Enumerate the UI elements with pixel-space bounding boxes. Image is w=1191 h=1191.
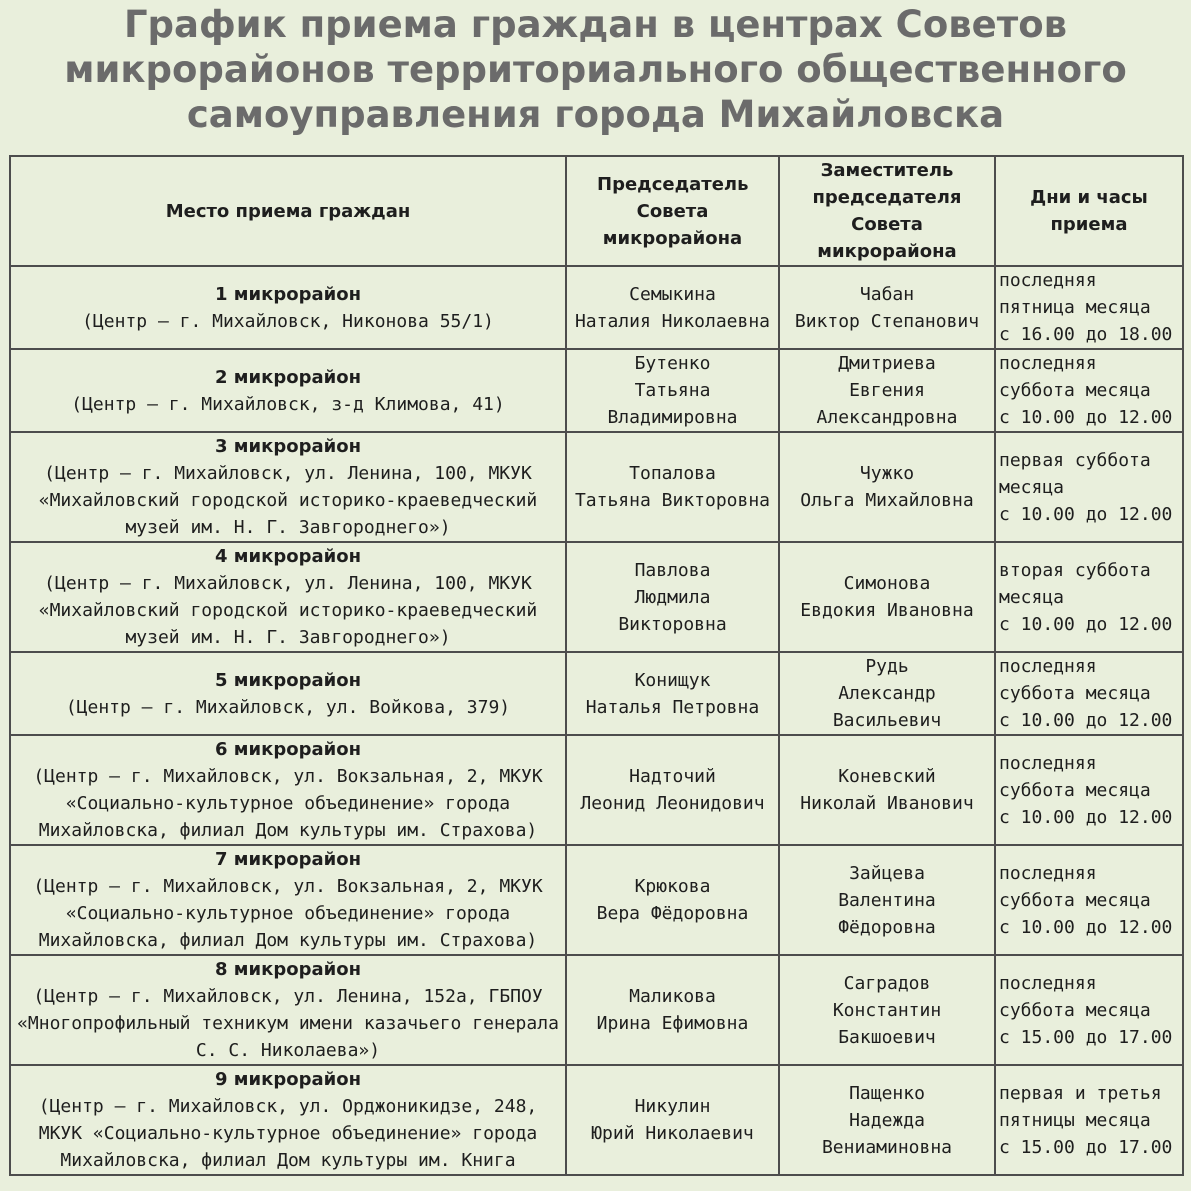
table-row [10,542,1183,652]
chair-cell-text: Маликова Ирина Ефимовна [596,986,749,1034]
chair-cell [566,432,779,542]
district-name: 8 микрорайон [214,959,362,980]
place-address-line: «Социально-культурное объединение» города [65,793,511,814]
page-title [0,2,1191,137]
deputy-cell [779,542,995,652]
place-cell [10,266,566,349]
place-cell [10,845,566,955]
deputy-cell-text: Рудь Александр Васильевич [832,656,942,731]
chair-cell [566,542,779,652]
place-address-line: «Михайловский городской историко-краеведческий [38,490,538,511]
title-line-3: самоуправления города Михайловска [186,93,1005,136]
place-address-line: (Центр — г. Михайловск, ул. Войкова, 379) [65,696,511,718]
hours-cell [995,652,1183,735]
chair-cell-text: Павлова Людмила Викторовна [618,559,727,635]
deputy-cell-text: Пащенко Надежда Вениаминовна [821,1082,953,1158]
place-address-line: музей им. Н. Г. Завгороднего») [125,627,451,648]
chair-cell [566,955,779,1065]
district-name: 1 микрорайон [214,283,362,305]
hours-cell-text: первая суббота месяца с 10.00 до 12.00 [999,449,1173,525]
place-address-line: (Центр — г. Михайловск, ул. Ленина, 100, МКУК [44,463,532,484]
hours-cell-text: последняя пятница месяца с 16.00 до 18.00 [999,270,1173,345]
header-deputy: Заместитель председателя Совета микрорайона [779,156,995,266]
schedule-table [9,155,1184,1176]
table-row [10,955,1183,1065]
chair-cell-text: Бутенко Татьяна Владимировна [607,353,738,428]
hours-cell-text: последняя суббота месяца с 10.00 до 12.00 [999,752,1173,828]
title-line-2: микрорайонов территориального общественного [64,48,1127,91]
place-address-line: Михайловска, филиал Дом культуры им. Страхова) [38,930,538,951]
place-address-line: МКУК «Социально-культурное объединение» города [38,1123,538,1144]
deputy-cell-text: Чабан Виктор Степанович [794,283,980,332]
place-address-line: (Центр — г. Михайловск, Никонова 55/1) [82,310,494,332]
hours-cell [995,266,1183,349]
chair-cell [566,266,779,349]
place-address-line: Михайловска, филиал Дом культуры им. Книга [60,1150,516,1171]
deputy-cell [779,1065,995,1175]
chair-cell-text: Никулин Юрий Николаевич [591,1096,754,1144]
place-cell [10,542,566,652]
deputy-cell [779,652,995,735]
hours-cell-text: последняя суббота месяца с 15.00 до 17.00 [999,972,1173,1048]
place-address-line: (Центр — г. Михайловск, з-д Климова, 41) [71,393,505,415]
chair-cell [566,652,779,735]
deputy-cell [779,955,995,1065]
deputy-cell [779,266,995,349]
header-row [10,156,1183,266]
hours-cell [995,735,1183,845]
deputy-cell-text: Саградов Константин Бакшоевич [832,972,942,1048]
deputy-cell-text: Дмитриева Евгения Александровна [816,353,958,428]
place-cell [10,652,566,735]
chair-cell-text: Топалова Татьяна Викторовна [574,463,771,511]
place-address-line: Михайловска, филиал Дом культуры им. Страхова) [38,820,538,841]
chair-cell-text: Конищук Наталья Петровна [585,669,760,718]
place-cell [10,432,566,542]
hours-cell-text: вторая суббота месяца с 10.00 до 12.00 [999,559,1173,635]
place-address-line: (Центр — г. Михайловск, ул. Ленина, 152а, ГБПОУ [33,986,543,1007]
place-address-line: «Социально-культурное объединение» города [65,903,511,924]
hours-cell [995,1065,1183,1175]
chair-cell [566,735,779,845]
chair-cell-text: Семыкина Наталия Николаевна [574,283,771,332]
table-row [10,735,1183,845]
district-name: 9 микрорайон [214,1069,362,1090]
hours-cell [995,432,1183,542]
hours-cell-text: первая и третья пятницы месяца с 15.00 до 17.00 [999,1082,1173,1158]
hours-cell-text: последняя суббота месяца с 10.00 до 12.00 [999,656,1173,731]
hours-cell [995,845,1183,955]
place-cell [10,955,566,1065]
place-cell [10,349,566,432]
place-address-line: «Многопрофильный техникум имени казачьего генерала [17,1013,559,1034]
place-address-line: (Центр — г. Михайловск, ул. Вокзальная, 2, МКУК [33,766,543,787]
district-name: 5 микрорайон [214,669,362,691]
deputy-cell [779,432,995,542]
schedule-body [10,266,1183,1175]
place-address-line: (Центр — г. Михайловск, ул. Вокзальная, 2, МКУК [33,876,543,897]
chair-cell-text: Крюкова Вера Фёдоровна [596,876,749,924]
deputy-cell [779,349,995,432]
table-row [10,845,1183,955]
table-row [10,652,1183,735]
deputy-cell-text: Симонова Евдокия Ивановна [800,573,974,621]
chair-cell [566,845,779,955]
place-address-line: С. С. Николаева») [195,1040,381,1061]
deputy-cell-text: Зайцева Валентина Фёдоровна [838,862,936,938]
district-name: 6 микрорайон [214,739,362,760]
deputy-cell [779,735,995,845]
place-address-line: (Центр — г. Михайловск, ул. Ленина, 100, МКУК [44,573,532,594]
deputy-cell-text: Коневский Николай Иванович [800,766,974,814]
table-row [10,1065,1183,1175]
chair-cell [566,349,779,432]
hours-cell-text: последняя суббота месяца с 10.00 до 12.00 [999,353,1173,428]
district-name: 7 микрорайон [214,849,362,870]
place-address-line: (Центр — г. Михайловск, ул. Орджоникидзе, 248, [38,1096,538,1117]
deputy-cell-text: Чужко Ольга Михайловна [800,463,974,511]
header-place: Место приема граждан [10,156,566,266]
table-row [10,432,1183,542]
place-cell [10,1065,566,1175]
hours-cell [995,955,1183,1065]
table-row [10,349,1183,432]
deputy-cell [779,845,995,955]
place-address-line: музей им. Н. Г. Завгороднего») [125,517,451,538]
title-line-1: График приема граждан в центрах Советов [123,3,1068,46]
hours-cell [995,542,1183,652]
chair-cell-text: Надточий Леонид Леонидович [580,766,765,814]
place-cell [10,735,566,845]
header-hours: Дни и часы приема [995,156,1183,266]
hours-cell-text: последняя суббота месяца с 10.00 до 12.00 [999,862,1173,938]
place-address-line: «Михайловский городской историко-краеведческий [38,600,538,621]
header-chair: Председатель Совета микрорайона [566,156,779,266]
district-name: 3 микрорайон [214,436,362,457]
district-name: 2 микрорайон [214,366,362,388]
hours-cell [995,349,1183,432]
district-name: 4 микрорайон [214,546,362,567]
table-row [10,266,1183,349]
chair-cell [566,1065,779,1175]
